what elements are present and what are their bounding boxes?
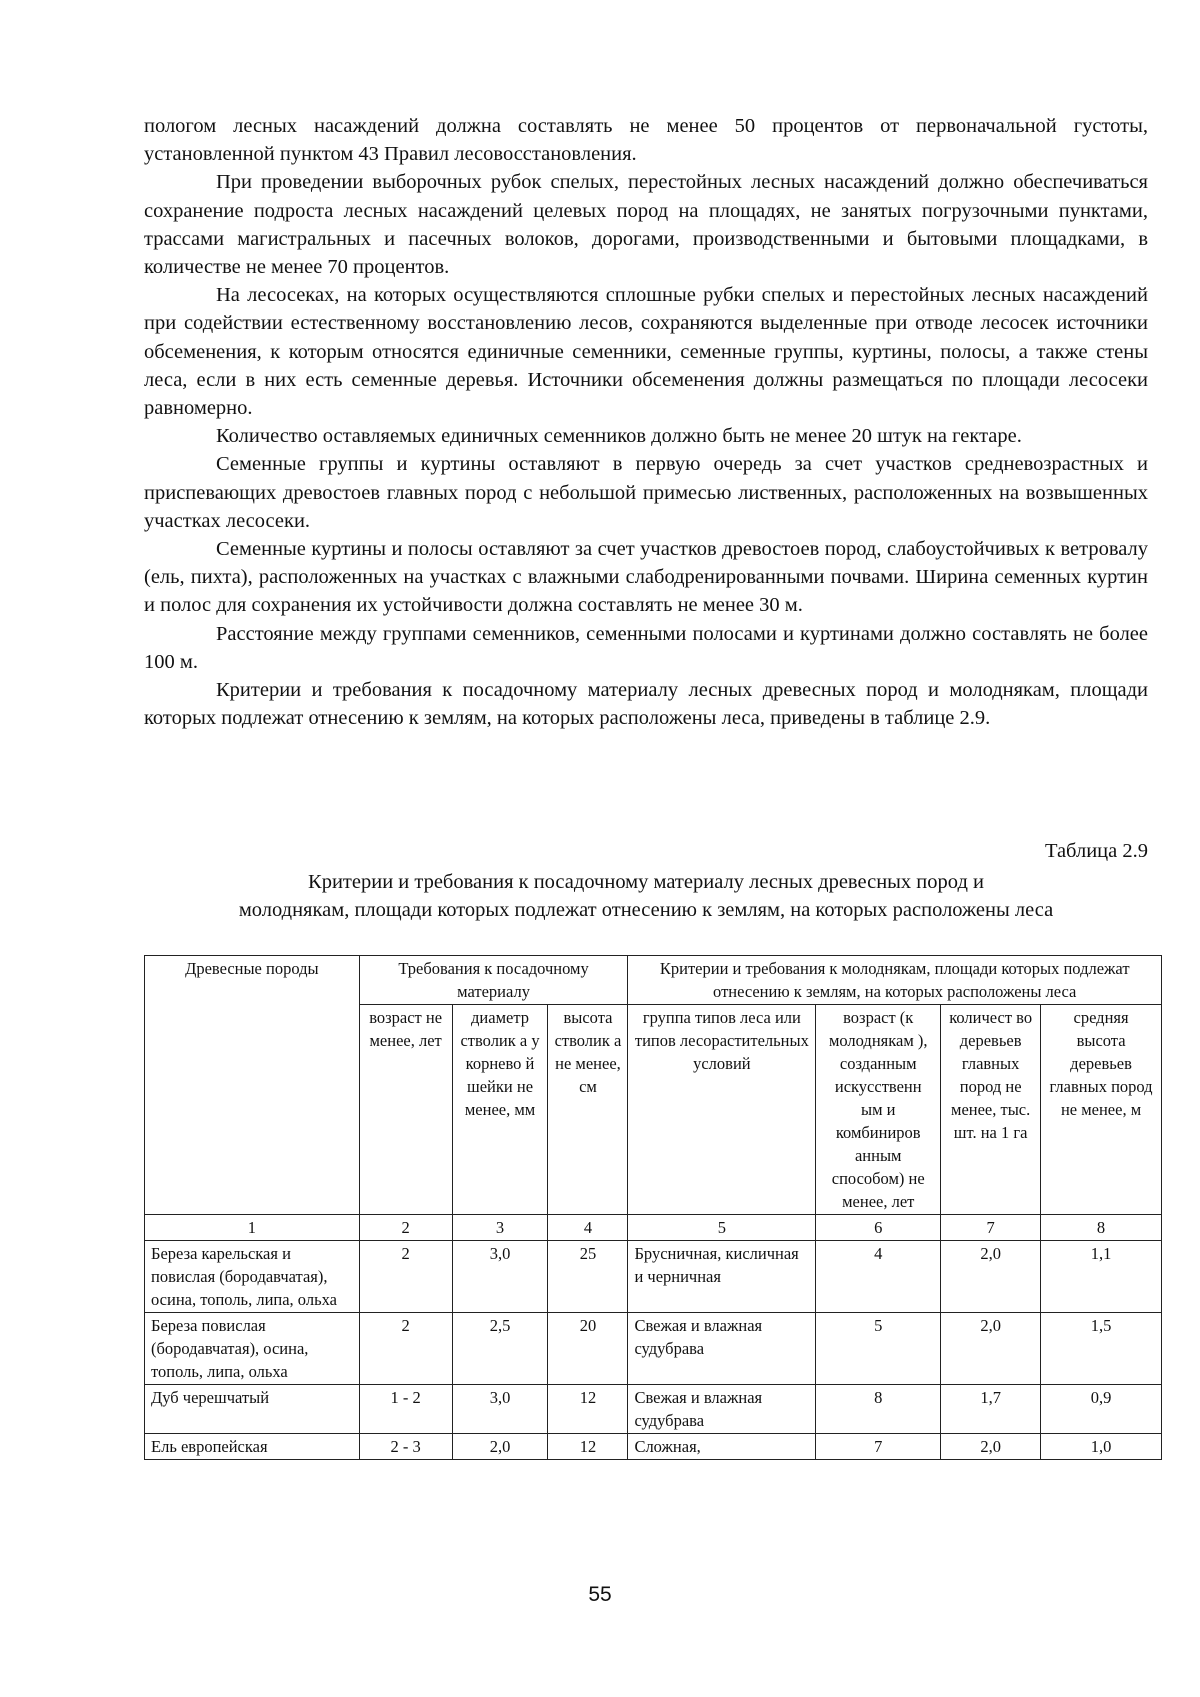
cell-tree-count: 2,0 (941, 1241, 1041, 1313)
paragraph: При проведении выборочных рубок спелых, перестойных лесных насаждений должно обеспечиваться сохранение подроста лесных насаждений целевых пород на площадях, не занятых погрузочными пунктами, трассами магистральных и пасечных волоков, дорогами, производственными и бытовыми площадками, в количестве не менее 70 процентов. (144, 171, 1148, 279)
paragraph: Критерии и требования к посадочному материалу лесных древесных пород и молоднякам, площади которых подлежат отнесению к землям, на которых расположены леса, приведены в таблице 2.9. (144, 679, 1148, 730)
page-number: 55 (588, 1583, 612, 1606)
cell-avg-height: 1,1 (1041, 1241, 1162, 1313)
table-row (145, 1313, 1162, 1385)
cell-species: Дуб черешчатый (145, 1385, 360, 1434)
cell-tree-count: 2,0 (941, 1434, 1041, 1460)
cell-age: 2 - 3 (359, 1434, 452, 1460)
table-title-line: молоднякам, площади которых подлежат отнесению к землям, на которых расположены леса (238, 899, 1054, 921)
cell-diameter: 3,0 (452, 1241, 548, 1313)
cell-tree-count: 2,0 (941, 1313, 1041, 1385)
column-number: 4 (548, 1215, 628, 1241)
cell-diameter: 2,0 (452, 1434, 548, 1460)
table-title-line: Критерии и требования к посадочному материалу лесных древесных пород и (308, 871, 984, 893)
cell-height: 12 (548, 1434, 628, 1460)
header-species: Древесные породы (145, 956, 360, 1215)
cell-height: 20 (548, 1313, 628, 1385)
table-number: Таблица 2.9 (1044, 840, 1148, 862)
cell-forest-type: Свежая и влажная судубрава (628, 1385, 816, 1434)
cell-avg-height: 1,0 (1041, 1434, 1162, 1460)
header-forest-type: группа типов леса или типов лесорастительных условий (628, 1005, 816, 1215)
column-number: 6 (816, 1215, 941, 1241)
header-diameter: диаметр стволик а у корнево й шейки не менее, мм (452, 1005, 548, 1215)
cell-age: 1 - 2 (359, 1385, 452, 1434)
paragraph: Количество оставляемых единичных семенников должно быть не менее 20 штук на гектаре. (216, 425, 1022, 448)
cell-forest-type: Брусничная, кисличная и черничная (628, 1241, 816, 1313)
table-row (145, 1241, 1162, 1313)
paragraph: На лесосеках, на которых осуществляются сплошные рубки спелых и перестойных лесных насаждений при содействии естественному восстановлению лесов, сохраняются выделенные при отводе лесосек источники обсеменения, к которым относятся единичные семенники, семенные группы, куртины, полосы, а также стены леса, если в них есть семенные деревья. Источники обсеменения должны размещаться по площади лесосеки равномерно. (144, 284, 1148, 420)
paragraph: пологом лесных насаждений должна составлять не менее 50 процентов от первоначальной густоты, установленной пунктом 43 Правил лесовосстановления. (144, 115, 1148, 166)
cell-height: 12 (548, 1385, 628, 1434)
body-text (144, 112, 1148, 732)
paragraph: Семенные группы и куртины оставляют в первую очередь за счет участков средневозрастных и приспевающих древостоев главных пород с небольшой примесью лиственных, расположенных на возвышенных участках лесосеки. (144, 453, 1148, 532)
cell-avg-height: 1,5 (1041, 1313, 1162, 1385)
column-number-row (145, 1215, 1162, 1241)
cell-age: 2 (359, 1313, 452, 1385)
cell-age: 2 (359, 1241, 452, 1313)
column-number: 2 (359, 1215, 452, 1241)
header-avg-height: средняя высота деревьев главных пород не менее, м (1041, 1005, 1162, 1215)
cell-diameter: 3,0 (452, 1385, 548, 1434)
header-material-group: Требования к посадочному материалу (359, 956, 628, 1005)
paragraph: Расстояние между группами семенников, семенными полосами и куртинами должно составлять не более 100 м. (144, 622, 1148, 673)
cell-forest-type: Свежая и влажная судубрава (628, 1313, 816, 1385)
cell-tree-count: 1,7 (941, 1385, 1041, 1434)
header-height: высота стволик а не менее, см (548, 1005, 628, 1215)
paragraph: Семенные куртины и полосы оставляют за счет участков древостоев пород, слабоустойчивых к ветровалу (ель, пихта), расположенных на участках с влажными слабодренированными почвами. Ширина семенных куртин и полос для сохранения их устойчивости должна составлять не менее 30 м. (144, 538, 1148, 617)
column-number: 1 (145, 1215, 360, 1241)
table-title (144, 868, 1148, 924)
header-young-group: Критерии и требования к молоднякам, площади которых подлежат отнесению к землям, на которых расположены леса (628, 956, 1162, 1005)
cell-young-age: 5 (816, 1313, 941, 1385)
column-number: 5 (628, 1215, 816, 1241)
header-young-age: возраст (к молоднякам ), созданным искусственн ым и комбиниров анным способом) не менее, лет (816, 1005, 941, 1215)
column-number: 3 (452, 1215, 548, 1241)
table-row (145, 1434, 1162, 1460)
cell-height: 25 (548, 1241, 628, 1313)
criteria-table (144, 955, 1162, 1460)
cell-young-age: 4 (816, 1241, 941, 1313)
table-header-row (145, 956, 1162, 1005)
cell-diameter: 2,5 (452, 1313, 548, 1385)
column-number: 7 (941, 1215, 1041, 1241)
cell-young-age: 8 (816, 1385, 941, 1434)
cell-forest-type: Сложная, (628, 1434, 816, 1460)
cell-species: Береза карельская и повислая (бородавчатая), осина, тополь, липа, ольха (145, 1241, 360, 1313)
cell-avg-height: 0,9 (1041, 1385, 1162, 1434)
cell-species: Ель европейская (145, 1434, 360, 1460)
cell-young-age: 7 (816, 1434, 941, 1460)
table-row (145, 1385, 1162, 1434)
header-age: возраст не менее, лет (359, 1005, 452, 1215)
header-tree-count: количест во деревьев главных пород не менее, тыс. шт. на 1 га (941, 1005, 1041, 1215)
column-number: 8 (1041, 1215, 1162, 1241)
cell-species: Береза повислая (бородавчатая), осина, тополь, липа, ольха (145, 1313, 360, 1385)
